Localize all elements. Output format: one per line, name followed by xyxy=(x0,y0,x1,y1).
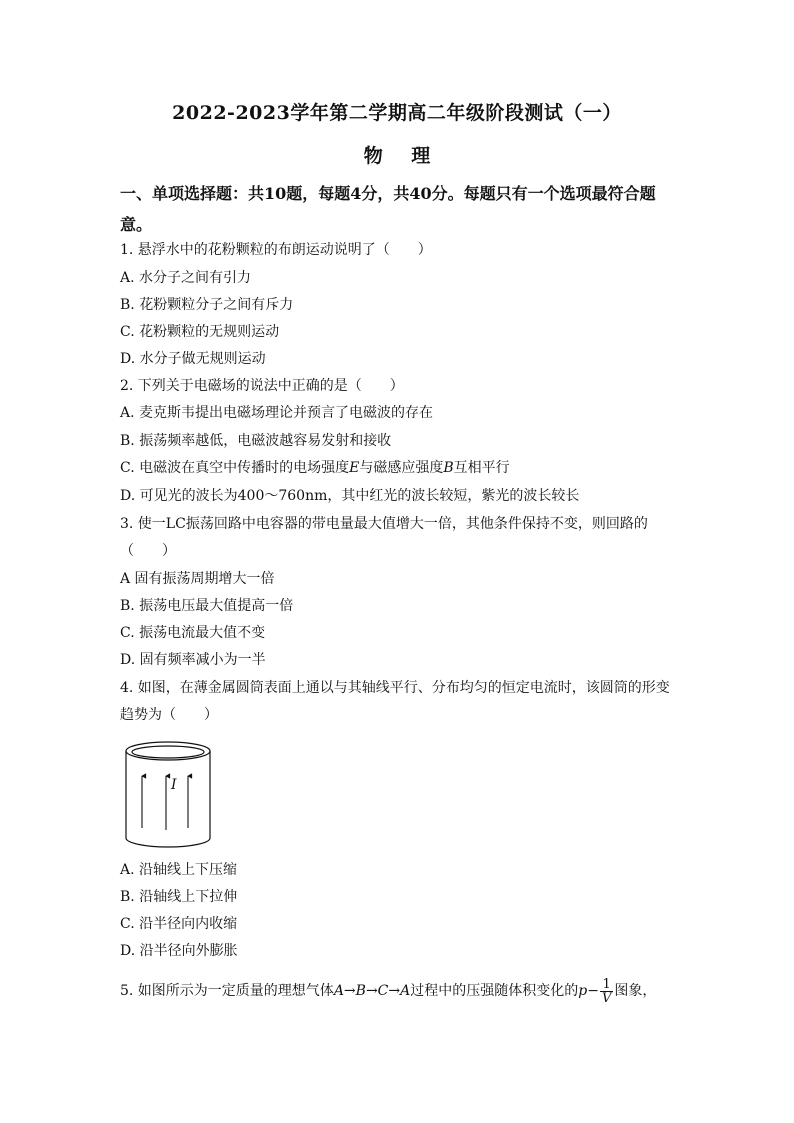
question-3-stem-line-1: 3. 使一LC振荡回路中电容器的带电量最大值增大一倍，其他条件保持不变，则回路的 xyxy=(120,516,648,532)
option-c-text-after: 互相平行 xyxy=(453,460,510,476)
cylinder-outline xyxy=(126,742,210,847)
section-heading: 一、单项选择题：共10题，每题4分，共40分。每题只有一个选项最符合题意。 xyxy=(120,184,656,234)
q5-fraction-denominator: V xyxy=(601,990,612,1006)
question-3-option-a: A 固有振荡周期增大一倍 xyxy=(120,571,275,587)
question-4-option-a: A. 沿轴线上下压缩 xyxy=(120,862,238,878)
variable-e: E xyxy=(349,460,360,476)
question-2-option-b: B. 振荡频率越低，电磁波越容易发射和接收 xyxy=(120,433,392,449)
question-2-stem: 2. 下列关于电磁场的说法中正确的是（ ） xyxy=(120,378,404,394)
question-3-option-c: C. 振荡电流最大值不变 xyxy=(120,625,266,641)
question-1-option-b: B. 花粉颗粒分子之间有斥力 xyxy=(120,297,294,313)
q5-text-before: 5. 如图所示为一定质量的理想气体 xyxy=(120,983,334,999)
question-3-stem-line-2: （ ） xyxy=(120,543,176,559)
question-2-option-d: D. 可见光的波长为400～760nm，其中红光的波长较短，紫光的波长较长 xyxy=(120,488,580,504)
option-c-text-middle: 与磁感应强度 xyxy=(359,460,444,476)
question-4-option-c: C. 沿半径向内收缩 xyxy=(120,916,238,932)
current-label: I xyxy=(171,777,177,793)
q5-fraction-numerator: 1 xyxy=(600,978,613,992)
cylinder-figure xyxy=(120,738,216,850)
q5-variable-p: p xyxy=(578,983,588,999)
question-3-option-d: D. 固有频率减小为一半 xyxy=(120,652,266,668)
q5-text-after: 图象， xyxy=(614,983,657,999)
subject-title: 物 理 xyxy=(363,145,431,167)
question-2-option-a: A. 麦克斯韦提出电磁场理论并预言了电磁波的存在 xyxy=(120,405,434,421)
question-1-option-a: A. 水分子之间有引力 xyxy=(120,270,252,286)
question-1-option-c: C. 花粉颗粒的无规则运动 xyxy=(120,324,280,340)
question-1-option-d: D. 水分子做无规则运动 xyxy=(120,351,266,367)
question-4-option-d: D. 沿半径向外膨胀 xyxy=(120,943,238,959)
q5-text-middle: 过程中的压强随体积变化的 xyxy=(410,983,579,999)
q5-process: A→B→C→A xyxy=(333,983,411,999)
question-2-option-c xyxy=(120,459,510,477)
question-3-option-b: B. 振荡电压最大值提高一倍 xyxy=(120,598,294,614)
question-4-option-b: B. 沿轴线上下拉伸 xyxy=(120,889,238,905)
question-4-stem-line-2: 趋势为（ ） xyxy=(120,707,218,723)
variable-b: B xyxy=(443,460,454,476)
question-5-stem xyxy=(120,976,656,1006)
q5-fraction xyxy=(600,978,613,1005)
question-1-stem: 1. 悬浮水中的花粉颗粒的布朗运动说明了（ ） xyxy=(120,242,432,258)
option-c-text-before: C. 电磁波在真空中传播时的电场强度 xyxy=(120,460,350,476)
q5-dash: − xyxy=(587,983,599,999)
current-arrows xyxy=(142,776,188,830)
question-4-stem-line-1: 4. 如图，在薄金属圆筒表面上通以与其轴线平行、分布均匀的恒定电流时，该圆筒的形变 xyxy=(120,680,670,696)
exam-title: 2022-2023学年第二学期高二年级阶段测试（一） xyxy=(172,102,622,124)
